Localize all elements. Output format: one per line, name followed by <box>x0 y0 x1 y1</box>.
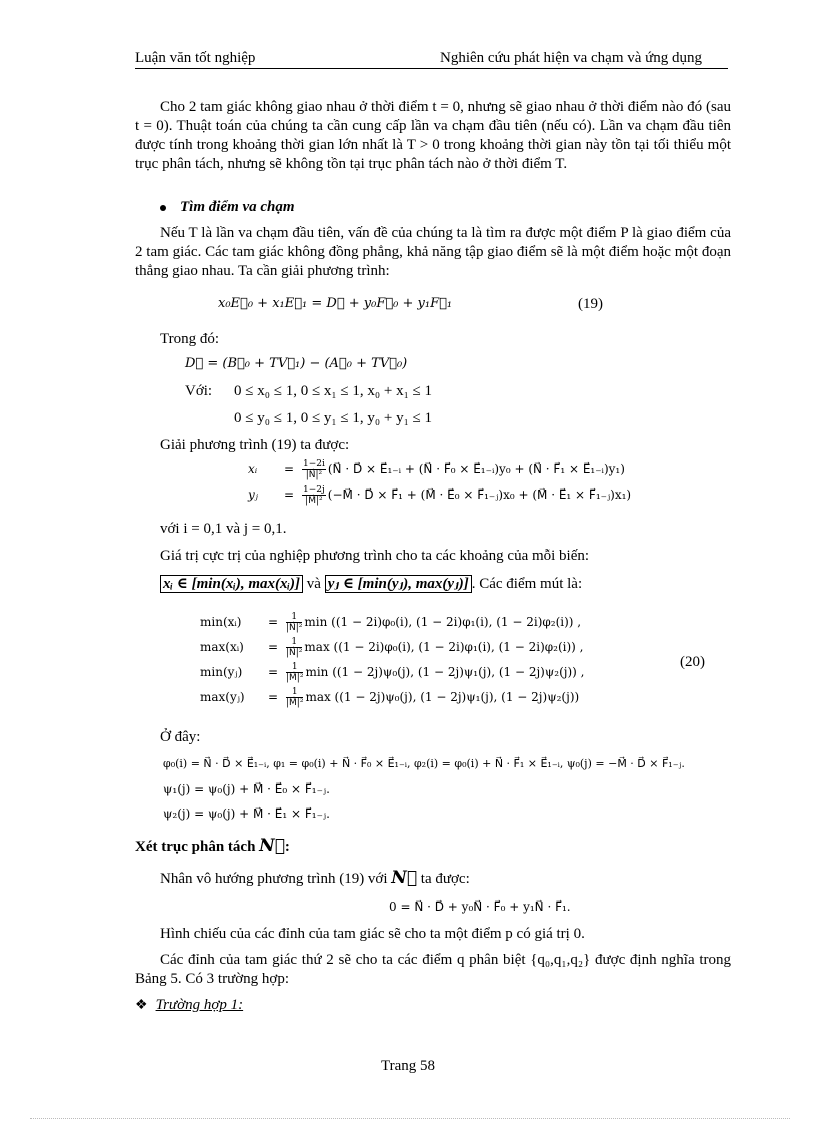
dot-product-text: Nhân vô hướng phương trình (19) với N⃗ ta được: <box>160 868 470 888</box>
psi1-definition: ψ₁(j) = ψ₀(j) + M⃗ · E⃗₀ × F⃗₁₋ⱼ. <box>163 782 330 796</box>
case-1: ❖ Trường hợp 1: <box>135 997 244 1013</box>
equation-19: x₀E⃗₀ + x₁E⃗₁ = D⃗ + y₀F⃗₀ + y₁F⃗₁ <box>218 296 453 311</box>
eq20-row: max(xᵢ) = $\frac{1}{\text{|N⃗|²}}$ max ((1 − 2i)φ₀(i), (1 − 2i)φ₁(i), (1 − 2i)φ₂(i)) , <box>200 637 584 658</box>
with-label: Với: <box>185 383 213 399</box>
section-heading: Tìm điểm va chạm <box>160 199 295 216</box>
psi2-definition: ψ₂(j) = ψ₀(j) + M⃗ · E⃗₁ × F⃗₁₋ⱼ. <box>163 807 330 821</box>
where-label: Trong đó: <box>160 331 220 347</box>
eq20-row: min(yⱼ) = $\frac{1}{\text{|M⃗|²}}$ min ((1 − 2j)ψ₀(j), (1 − 2j)ψ₁(j), (1 − 2j)ψ₂(j)) , <box>200 662 585 683</box>
axis-heading: Xét trục phân tách N⃗: <box>135 836 290 856</box>
condition-x: 0 ≤ x₀ ≤ 1, 0 ≤ x₁ ≤ 1, x₀ + x₁ ≤ 1 <box>234 383 433 399</box>
page-number: Trang 58 <box>380 1058 436 1074</box>
projection-text: Hình chiếu của các đỉnh của tam giác sẽ cho ta một điểm p có giá trị 0. <box>160 926 585 942</box>
intervals-line: xᵢ ∈ [min(xᵢ), max(xᵢ)] và yⱼ ∈ [min(yⱼ), max(yⱼ)] . Các điểm mút là: <box>160 574 582 593</box>
page-bottom-rule <box>30 1118 790 1119</box>
phi-definitions: φ₀(i) = N⃗ · D⃗ × E⃗₁₋ᵢ, φ₁ = φ₀(i) + N⃗ · F⃗₀ × E⃗₁₋ᵢ, φ₂(i) = φ₀(i) + N⃗ · F⃗₁ × E⃗₁₋ᵢ, ψ₀(j) = −M⃗ · D⃗ × F⃗₁₋ⱼ. <box>163 757 685 770</box>
equation-zero: 0 = N⃗ · D⃗ + y₀N⃗ · F⃗₀ + y₁N⃗ · F⃗₁. <box>389 900 571 914</box>
eq20-row: min(xᵢ) = $\frac{1}{\text{|N⃗|²}}$ min ((1 − 2i)φ₀(i), (1 − 2i)φ₁(i), (1 − 2i)φ₂(i)) , <box>200 612 582 633</box>
interval-x: xᵢ ∈ [min(xᵢ), max(xᵢ)] <box>160 575 303 593</box>
header-right: Nghiên cứu phát hiện va chạm và ứng dụng <box>440 50 703 66</box>
solve-label: Giải phương trình (19) ta được: <box>160 437 350 453</box>
paragraph-intro: Cho 2 tam giác không giao nhau ở thời điểm t = 0, nhưng sẽ giao nhau ở thời điểm nào đó (sau t = 0). Thuật toán của chúng ta cần cung cấp lần va chạm đầu tiên (nếu có). Lần va chạm đầu tiên được tính trong khoảng thời gian lớn nhất là T > 0 trong khoảng thời gian này tồn tại tối thiểu một trục phân tách, nhưng sẽ không tồn tại trục phân tách nào ở thời điểm T. <box>135 99 731 172</box>
paragraph-collision-point: Nếu T là lần va chạm đầu tiên, vấn đề của chúng ta là tìm ra được một điểm P là giao điểm của 2 tam giác. Các tam giác không đồng phẳng, khả năng tập giao điểm sẽ là một điểm hoặc một đoạn thẳng giao nhau. Ta cần giải phương trình: <box>135 225 731 279</box>
diamond-bullet-icon: ❖ <box>135 998 148 1013</box>
d-definition: D⃗ = (B⃗₀ + TV⃗₁) − (A⃗₀ + TV⃗₀) <box>185 356 408 371</box>
extreme-text: Giá trị cực trị của nghiệp phương trình cho ta các khoảng của mỗi biến: <box>160 548 590 564</box>
header-rule <box>135 68 728 69</box>
equation-19-number: (19) <box>578 296 603 312</box>
bullet-icon <box>160 205 166 211</box>
eq20-row: max(yⱼ) = $\frac{1}{\text{|M⃗|²}}$ max ((1 − 2j)ψ₀(j), (1 − 2j)ψ₁(j), (1 − 2j)ψ₂(j)) <box>200 687 580 708</box>
here-label: Ở đây: <box>160 729 201 745</box>
condition-y: 0 ≤ y₀ ≤ 1, 0 ≤ y₁ ≤ 1, y₀ + y₁ ≤ 1 <box>234 410 433 426</box>
vertices-text: Các đỉnh của tam giác thứ 2 sẽ cho ta các điểm q phân biệt {q₀,q₁,q₂} được định nghĩa trong Bảng 5. Có 3 trường hợp: <box>135 952 731 987</box>
interval-y: yⱼ ∈ [min(yⱼ), max(yⱼ)] <box>325 575 472 593</box>
solution-x: xᵢ = $\frac{1-2i}{\text{|N⃗|²}}$ (N⃗ · D⃗ × E⃗₁₋ᵢ + (N⃗ · F⃗₀ × E⃗₁₋ᵢ)y₀ + (N⃗ · F⃗₁ × E⃗₁₋ᵢ)y₁) <box>248 459 625 480</box>
solution-y: yⱼ = $\frac{1-2j}{\text{|M⃗|²}}$ (−M⃗ · D⃗ × F⃗₁ + (M⃗ · E⃗₀ × F⃗₁₋ⱼ)x₀ + (M⃗ · E⃗₁ × F⃗₁₋ⱼ)x₁) <box>248 485 632 506</box>
header-left: Luận văn tốt nghiệp <box>135 50 256 66</box>
ij-range: với i = 0,1 và j = 0,1. <box>160 521 287 537</box>
equation-20-number: (20) <box>680 654 705 670</box>
